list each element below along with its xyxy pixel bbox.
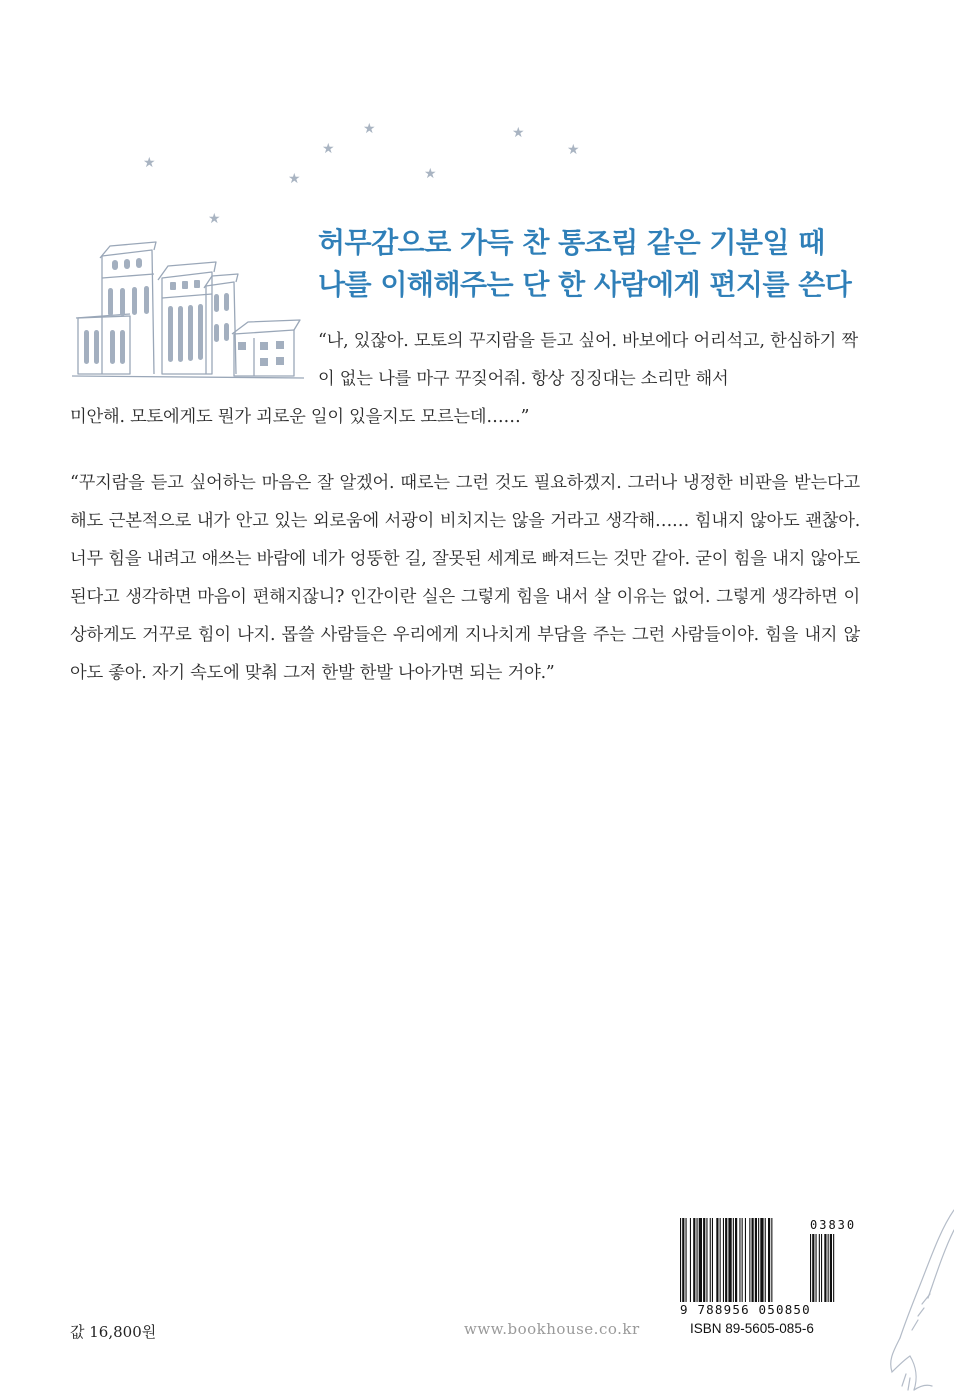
barcode-bar (716, 1218, 718, 1302)
barcode-bar (697, 1218, 698, 1302)
headline-line-2: 나를 이해해주는 단 한 사람에게 편지를 쓴다 (318, 268, 852, 301)
barcode-addon-code: 03830 (810, 1218, 857, 1232)
barcode-bar (771, 1218, 772, 1302)
barcode-bar (768, 1218, 770, 1302)
star-icon: ★ (512, 125, 525, 141)
barcode-bar (733, 1218, 734, 1302)
barcode-bar (742, 1218, 743, 1302)
barcode-bar (735, 1218, 737, 1302)
barcode-bar (752, 1218, 754, 1302)
website-url: www.bookhouse.co.kr (464, 1320, 640, 1338)
barcode-bar (723, 1218, 724, 1302)
barcode-bar (682, 1218, 684, 1302)
barcode (680, 1218, 857, 1338)
barcode-bar (760, 1218, 763, 1302)
barcode-bar (690, 1218, 691, 1302)
barcode-bar (703, 1218, 705, 1302)
barcode-bar (725, 1218, 727, 1302)
addon-barcode-bar (821, 1234, 822, 1302)
barcode-bar (699, 1218, 702, 1302)
barcode-bar (710, 1218, 711, 1302)
addon-barcode-bars (810, 1234, 850, 1302)
buildings-illustration (72, 238, 307, 388)
addon-barcode-bar (828, 1234, 829, 1302)
barcode-bar (745, 1218, 746, 1302)
stars-decoration (0, 0, 954, 260)
addon-barcode-bar (816, 1234, 817, 1302)
barcode-bar (686, 1218, 687, 1302)
barcode-bar (712, 1218, 713, 1302)
barcode-bar (693, 1218, 695, 1302)
barcode-ean-digits: 9 788956 050850 (680, 1302, 811, 1317)
headline-line-1: 허무감으로 가득 찬 통조림 같은 기분일 때 (318, 226, 825, 259)
quote-2: “꾸지람을 듣고 싶어하는 마음은 잘 알겠어. 때로는 그런 것도 필요하겠지. 그러나 냉정한 비판을 받는다고 해도 근본적으로 내가 안고 있는 외로움에 서광이 비치지는 않을 거라고 생각해…… 힘내지 않아도 괜찮아. 너무 힘을 내려고 애쓰는 바람에 네가 엉뚱한 길, 잘못된 세계로 빠져드는 것만 같아. 굳이 힘을 내지 않아도 된다고 생각하면 마음이 편해지잖니? 인간이란 실은 그렇게 힘을 내서 살 이유는 없어. 그렇게 생각하면 이상하게도 거꾸로 힘이 나지. 몹쓸 사람들은 우리에게 지나치게 부담을 주는 그런 사람들이야. 힘을 내지 않아도 좋아. 자기 속도에 맞춰 그저 한발 한발 나아가면 되는 거야.” (70, 473, 860, 683)
barcode-bar (739, 1218, 740, 1302)
quote-1-part-1: “나, 있잖아. 모토의 꾸지람을 듣고 싶어. 바보에다 어리석고, 한심하기 짝이 없는 나를 마구 꾸짖어줘. 항상 징징대는 소리만 해서 (318, 331, 858, 389)
barcode-bar (680, 1218, 681, 1302)
star-icon: ★ (424, 166, 437, 182)
animal-sketch-illustration (870, 1190, 954, 1400)
barcode-bar (749, 1218, 750, 1302)
addon-barcode-bar (819, 1234, 820, 1302)
ean-barcode-bars (680, 1218, 806, 1302)
star-icon: ★ (208, 211, 221, 227)
barcode-bar (758, 1218, 759, 1302)
barcode-bar (765, 1218, 766, 1302)
barcode-bar (720, 1218, 721, 1302)
isbn: ISBN 89-5605-085-6 (690, 1321, 814, 1336)
headline (318, 222, 918, 306)
addon-barcode-bar (824, 1234, 826, 1302)
addon-barcode-bar (812, 1234, 814, 1302)
addon-barcode-bar (830, 1234, 832, 1302)
price: 값 16,800원 (70, 1323, 157, 1341)
star-icon: ★ (143, 155, 156, 171)
barcode-bar (728, 1218, 731, 1302)
star-icon: ★ (363, 121, 376, 137)
addon-barcode-bar (810, 1234, 811, 1302)
barcode-bar (755, 1218, 757, 1302)
addon-barcode-bar (833, 1234, 834, 1302)
quote-1-part-2: 미안해. 모토에게도 뭔가 괴로운 일이 있을지도 모르는데……” (70, 407, 530, 427)
star-icon: ★ (288, 171, 301, 187)
star-icon: ★ (322, 141, 335, 157)
barcode-bar (706, 1218, 707, 1302)
star-icon: ★ (567, 142, 580, 158)
